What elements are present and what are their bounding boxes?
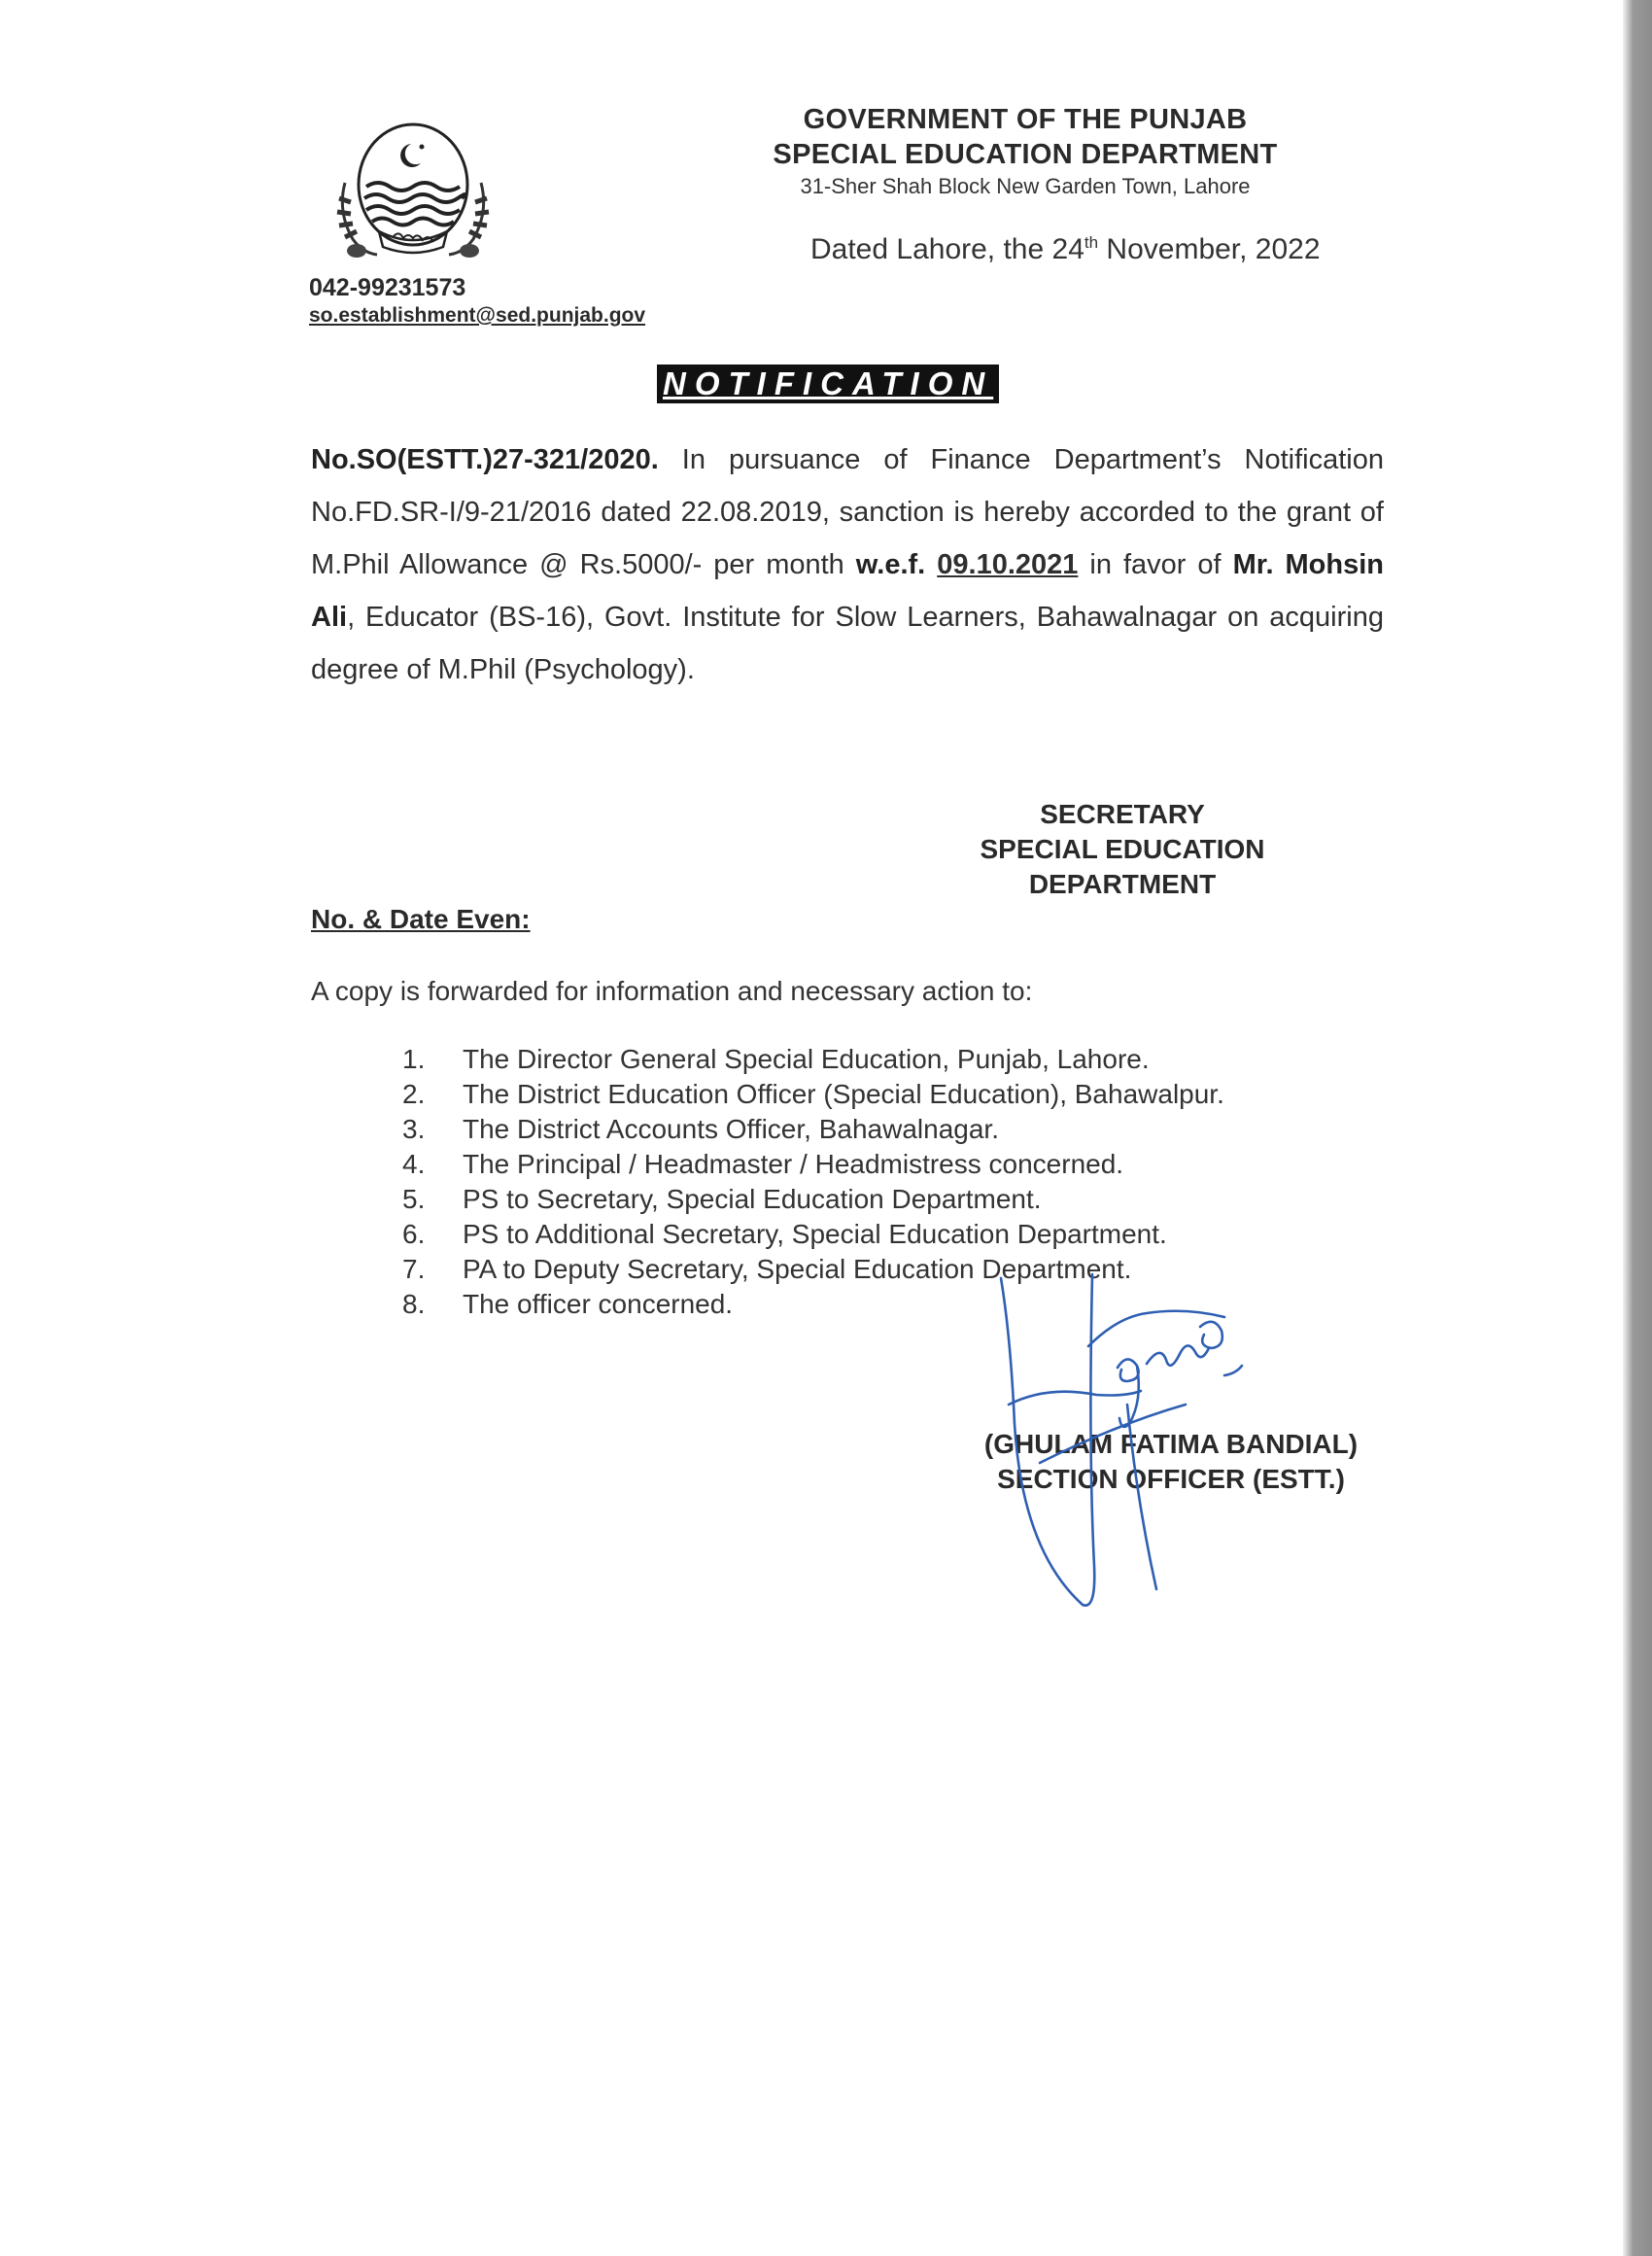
government-name: GOVERNMENT OF THE PUNJAB — [803, 104, 1248, 135]
email-address[interactable]: so.establishment@sed.punjab.gov — [309, 304, 646, 327]
person-name: Mr. Mohsin Ali — [311, 549, 1384, 633]
date-line — [810, 233, 1321, 266]
list-item-text: PS to Additional Secretary, Special Education Department. — [463, 1219, 1167, 1249]
date-suffix: November, 2022 — [1098, 233, 1321, 265]
body-text-2: in favor of — [1078, 549, 1233, 580]
list-item-number: 3. — [402, 1114, 426, 1144]
list-item-number: 2. — [402, 1079, 426, 1109]
list-item — [389, 1182, 1224, 1217]
list-item — [389, 1077, 1224, 1112]
secretary-line-1: SECRETARY — [1040, 799, 1205, 829]
letterhead — [700, 102, 1351, 201]
notification-title: NOTIFICATION — [657, 364, 999, 403]
list-item-text: The Principal / Headmaster / Headmistress concerned. — [463, 1149, 1124, 1179]
wef-label: w.e.f. — [855, 549, 926, 580]
list-item — [389, 1042, 1224, 1077]
list-item-text: The Director General Special Education, Punjab, Lahore. — [463, 1044, 1150, 1074]
list-item-text: PS to Secretary, Special Education Department. — [463, 1184, 1042, 1214]
department-address: 31-Sher Shah Block New Garden Town, Lahore — [800, 174, 1251, 198]
wef-date: 09.10.2021 — [937, 549, 1079, 580]
signer-designation: SECTION OFFICER (ESTT.) — [997, 1464, 1345, 1494]
list-item-number: 7. — [402, 1254, 426, 1284]
list-item — [389, 1147, 1224, 1182]
page-edge-shadow — [1623, 0, 1652, 2256]
notification-body — [311, 434, 1384, 696]
list-item-number: 5. — [402, 1184, 426, 1214]
list-item-text: PA to Deputy Secretary, Special Education Department. — [463, 1254, 1132, 1284]
body-text-1: In pursuance of Finance Department’s Notification No.FD.SR-I/9-21/2016 dated 22.08.2019, sanction is hereby accorded to the grant of M.Phil Allowance @ Rs.5000/- per month — [311, 444, 1384, 580]
list-item-text: The officer concerned. — [463, 1289, 734, 1319]
handwritten-signature — [981, 1259, 1302, 1609]
punjab-emblem-logo — [316, 115, 510, 270]
list-item-number: 4. — [402, 1149, 426, 1179]
secretary-block — [933, 797, 1312, 902]
date-prefix: Dated Lahore, the 24 — [810, 233, 1084, 265]
list-item-text: The District Education Officer (Special Education), Bahawalpur. — [463, 1079, 1224, 1109]
reference-number: No.SO(ESTT.)27-321/2020. — [311, 444, 659, 475]
list-item-number: 8. — [402, 1289, 426, 1319]
phone-number: 042-99231573 — [309, 274, 466, 301]
list-item — [389, 1112, 1224, 1147]
list-item-number: 6. — [402, 1219, 426, 1249]
copy-forwarded-line: A copy is forwarded for information and necessary action to: — [311, 976, 1033, 1006]
signer-name: (GHULAM FATIMA BANDIAL) — [983, 1429, 1359, 1459]
body-text-3: , Educator (BS-16), Govt. Institute for Slow Learners, Bahawalnagar on acquiring degree of M.Phil (Psychology). — [311, 602, 1384, 685]
date-superscript: th — [1084, 233, 1099, 252]
list-item-number: 1. — [402, 1044, 426, 1074]
no-date-even-heading: No. & Date Even: — [311, 904, 531, 934]
secretary-line-3: DEPARTMENT — [1028, 869, 1217, 899]
list-item — [389, 1217, 1224, 1252]
secretary-line-2: SPECIAL EDUCATION — [980, 834, 1265, 864]
list-item-text: The District Accounts Officer, Bahawalnagar. — [463, 1114, 999, 1144]
department-name: SPECIAL EDUCATION DEPARTMENT — [773, 139, 1278, 170]
